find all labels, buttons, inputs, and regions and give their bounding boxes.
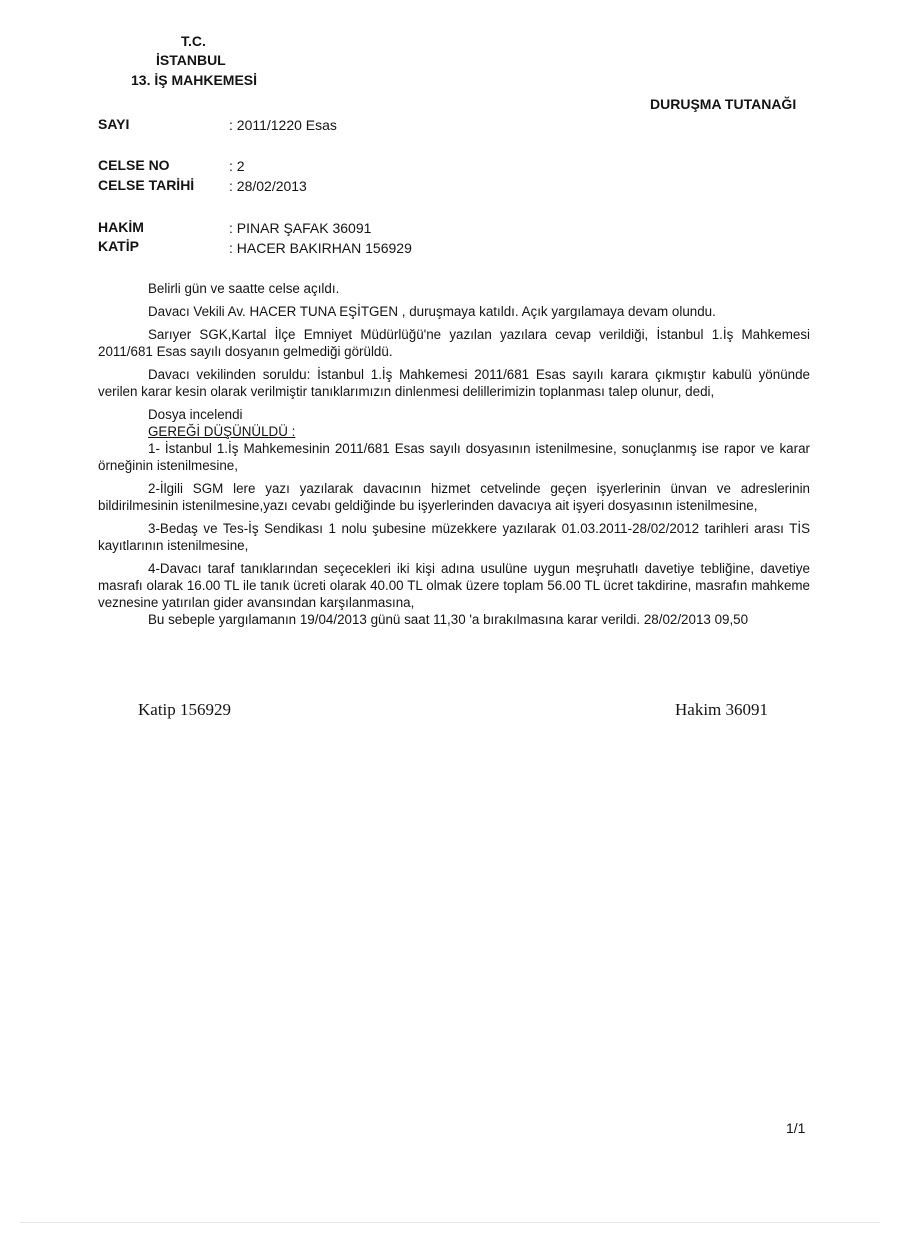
city-header: İSTANBUL (156, 52, 226, 68)
hakim-value: : PINAR ŞAFAK 36091 (229, 220, 372, 236)
decision-item-3: 3-Bedaş ve Tes-İş Sendikası 1 nolu şubesine müzekkere yazılarak 01.03.2011-28/02/2012 tarihleri arası TİS kayıtlarının istenilmesine, (98, 521, 810, 553)
replies-text: Sarıyer SGK,Kartal İlçe Emniyet Müdürlüğü'ne yazılan yazılara cevap verildiği, İstanbul 1.İş Mahkemesi 2011/681 Esas sayılı dosyanın gelmediği görüldü. (98, 327, 810, 359)
hakim-label: HAKİM (98, 219, 144, 235)
sayi-value: : 2011/1220 Esas (229, 117, 337, 133)
celse-no-value: : 2 (229, 158, 245, 174)
scan-artifact-line (20, 1222, 880, 1223)
adjournment-text: Bu sebeple yargılamanın 19/04/2013 günü saat 11,30 'a bırakılmasına karar verildi. 28/02/2013 09,50 (148, 612, 749, 627)
decision-heading: GEREĞİ DÜŞÜNÜLDÜ : (148, 424, 296, 439)
country-header: T.C. (181, 33, 206, 49)
hakim-signature: Hakim 36091 (675, 700, 769, 719)
plaintiff-statement-text: Davacı vekilinden soruldu: İstanbul 1.İş Mahkemesi 2011/681 Esas sayılı karara çıkmıştır kabulü yönünde verilen karar kesin olarak verilmiştir tanıklarımızın dinlenmesi delillerimizin toplanması talep olunur, dedi, (98, 367, 810, 399)
document-title: DURUŞMA TUTANAĞI (650, 96, 797, 112)
decision-item-4: 4-Davacı taraf tanıklarından seçecekleri iki kişi adına usulüne uygun meşruhatlı davetiye tebliğine, davetiye masrafı olarak 16.00 TL ile tanık ücreti olarak 40.00 TL olmak üzere toplam 56.00 TL ücret takdirine, masrafın mahkeme veznesine yatırılan gider avansından karşılanmasına, (98, 561, 810, 610)
celse-no-label: CELSE NO (98, 157, 170, 173)
decision-item-1: 1- İstanbul 1.İş Mahkemesinin 2011/681 Esas sayılı dosyasının istenilmesine, sonuçlanmış ise rapor ve karar örneğinin istenilmesine, (98, 441, 810, 473)
katip-signature: Katip 156929 (138, 700, 232, 719)
page-number: 1/1 (786, 1120, 806, 1136)
katip-label: KATİP (98, 238, 139, 254)
decision-item-2: 2-İlgili SGM lere yazı yazılarak davacının hizmet cetvelinde geçen işyerlerinin ünvan ve adreslerinin bildirilmesinin istenilmesine,yazı cevabı geldiğinde bu işyerlerinden davacıya ait işyeri dosyasının istenilmesine, (98, 481, 810, 513)
celse-tarihi-value: : 28/02/2013 (229, 178, 307, 194)
court-name: 13. İŞ MAHKEMESİ (131, 72, 258, 88)
file-examined-text: Dosya incelendi (148, 407, 243, 422)
katip-value: : HACER BAKIRHAN 156929 (229, 240, 412, 256)
celse-tarihi-label: CELSE TARİHİ (98, 177, 195, 193)
sayi-label: SAYI (98, 116, 130, 132)
hearing-minutes-body (98, 280, 810, 628)
session-opened-text: Belirli gün ve saatte celse açıldı. (148, 281, 340, 296)
attendance-text: Davacı Vekili Av. HACER TUNA EŞİTGEN , duruşmaya katıldı. Açık yargılamaya devam olundu. (148, 304, 716, 319)
